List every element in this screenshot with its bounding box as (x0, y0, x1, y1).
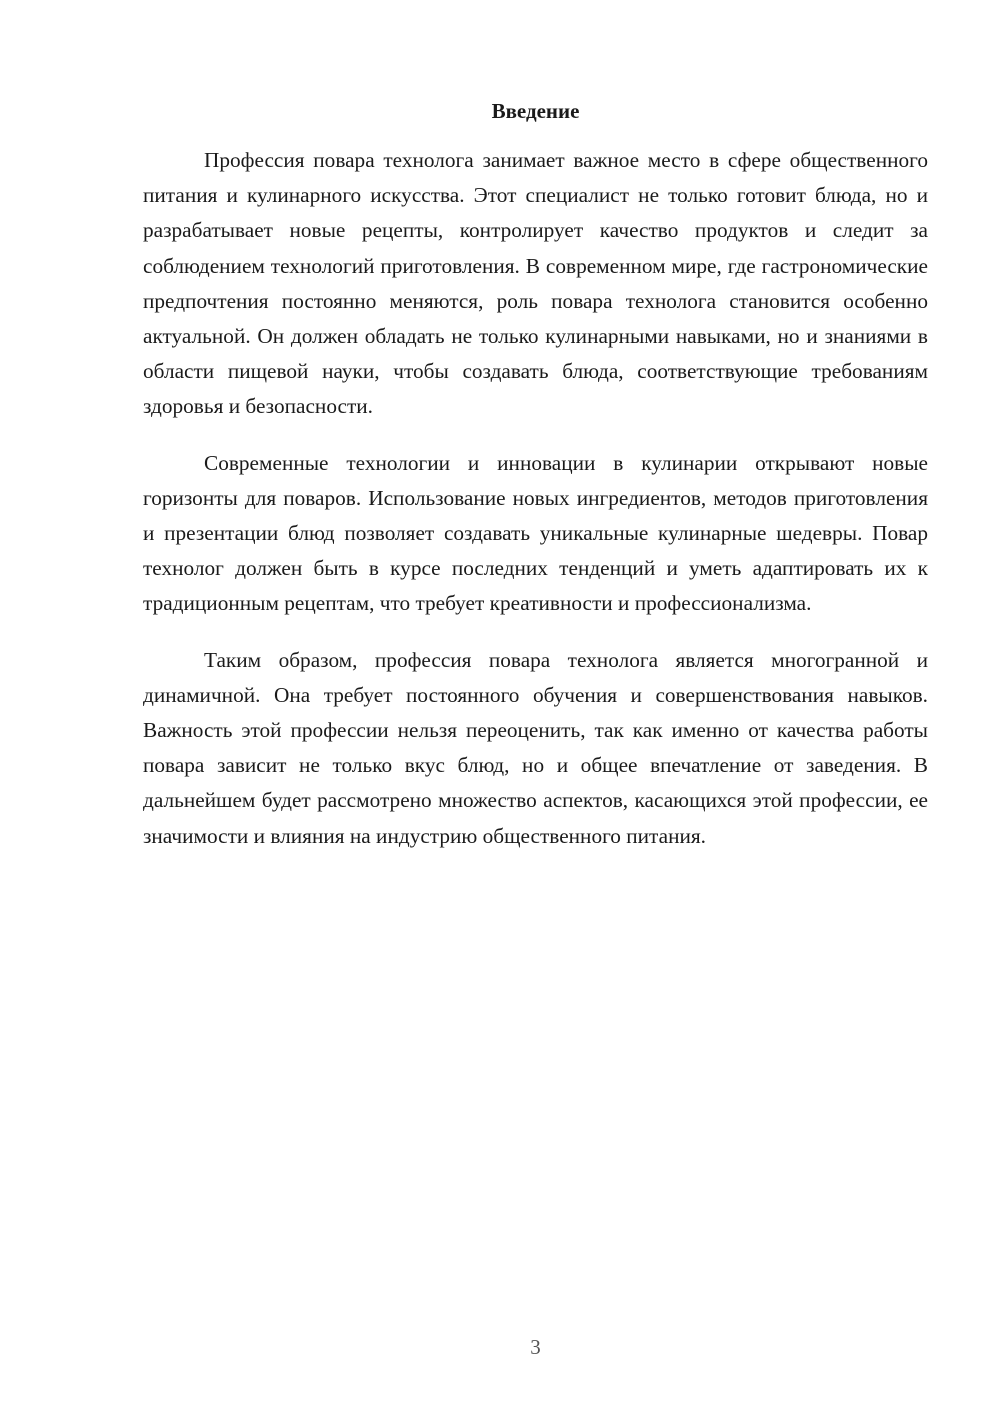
paragraph-1: Профессия повара технолога занимает важное место в сфере общественного питания и кулинарного искусства. Этот специалист не только готовит блюда, но и разрабатывает новые рецепты, контролирует качество продуктов и следит за соблюдением технологий приготовления. В современном мире, где гастрономические предпочтения постоянно меняются, роль повара технолога становится особенно актуальной. Он должен обладать не только кулинарными навыками, но и знаниями в области пищевой науки, чтобы создавать блюда, соответствующие требованиям здоровья и безопасности. (143, 148, 928, 419)
page-number: 3 (530, 1335, 541, 1359)
section-heading: Введение (491, 99, 580, 123)
body-text (143, 143, 928, 875)
paragraph-3: Таким образом, профессия повара технолога является многогранной и динамичной. Она требует постоянного обучения и совершенствования навыков. Важность этой профессии нельзя переоценить, так как именно от качества работы повара зависит не только вкус блюд, но и общее впечатление от заведения. В дальнейшем будет рассмотрено множество аспектов, касающихся этой профессии, ее значимости и влияния на индустрию общественного питания. (143, 647, 928, 848)
paragraph-2: Современные технологии и инновации в кулинарии открывают новые горизонты для поваров. Использование новых ингредиентов, методов приготовления и презентации блюд позволяет создавать уникальные кулинарные шедевры. Повар технолог должен быть в курсе последних тенденций и уметь адаптировать их к традиционным рецептам, что требует креативности и профессионализма. (143, 450, 928, 616)
